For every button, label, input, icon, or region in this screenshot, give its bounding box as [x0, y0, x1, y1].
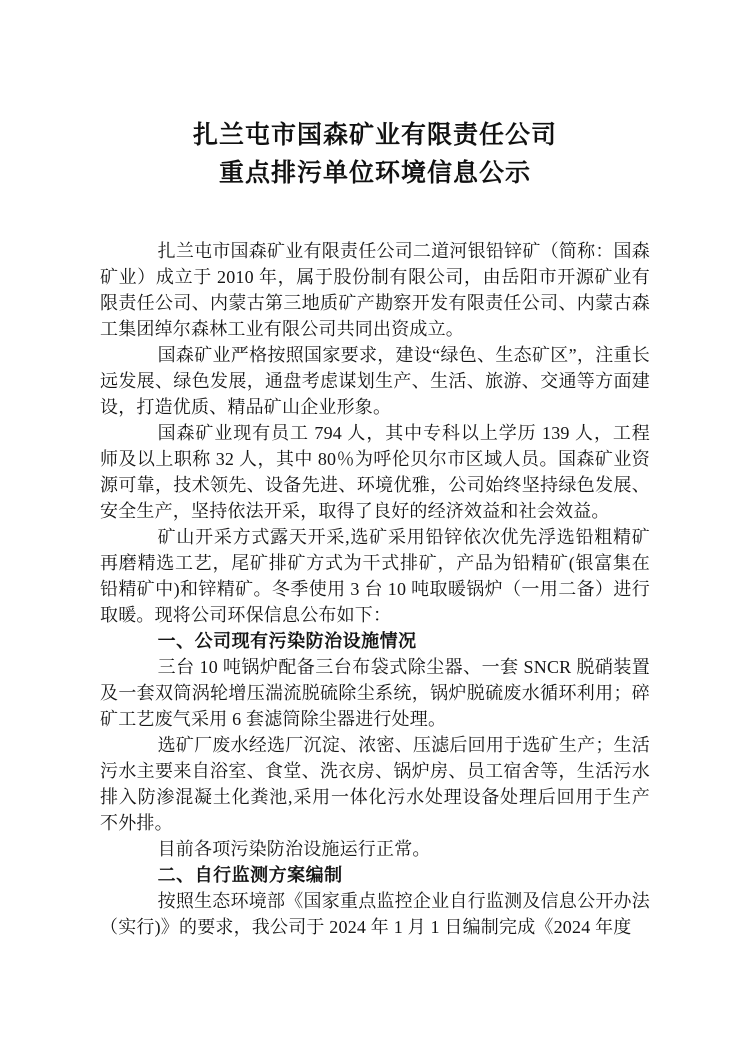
document-title-line-2: 重点排污单位环境信息公示	[218, 160, 531, 187]
section-heading-pollution-control: 一、公司现有污染防治设施情况	[157, 631, 417, 651]
document-body	[100, 238, 650, 940]
document-title-line-1: 扎兰屯市国森矿业有限责任公司	[192, 122, 557, 149]
paragraph-staff: 国森矿业现有员工 794 人，其中专科以上学历 139 人，工程师及以上职称 32 人，其中 80％为呼伦贝尔市区域人员。国森矿业资源可靠，技术领先、设备先进、环境优雅，公司始终坚持绿色发展、安全生产，坚持依法开采，取得了良好的经济效益和社会效益。	[100, 423, 650, 521]
document-title	[100, 117, 650, 193]
paragraph-company-intro: 扎兰屯市国森矿业有限责任公司二道河银铅锌矿（简称：国森矿业）成立于 2010 年，属于股份制有限公司，由岳阳市开源矿业有限责任公司、内蒙古第三地质矿产勘察开发有限责任公司、内蒙古森工集团绰尔森林工业有限公司共同出资成立。	[100, 241, 650, 339]
paragraph-mining-method: 矿山开采方式露天开采,选矿采用铅锌依次优先浮选铅粗精矿再磨精选工艺，尾矿排矿方式为干式排矿，产品为铅精矿(银富集在铅精矿中)和锌精矿。冬季使用 3 台 10 吨取暖锅炉（一用二备）进行取暖。现将公司环保信息公布如下：	[100, 527, 650, 625]
section-heading-self-monitoring: 二、自行监测方案编制	[157, 865, 343, 885]
paragraph-wastewater: 选矿厂废水经选厂沉淀、浓密、压滤后回用于选矿生产；生活污水主要来自浴室、食堂、洗衣房、锅炉房、员工宿舍等，生活污水排入防渗混凝土化粪池,采用一体化污水处理设备处理后回用于生产不外排。	[100, 735, 650, 833]
paragraph-facilities-status: 目前各项污染防治设施运行正常。	[157, 839, 431, 859]
paragraph-monitoring-plan: 按照生态环境部《国家重点监控企业自行监测及信息公开办法（实行)》的要求，我公司于 2024 年 1 月 1 日编制完成《2024 年度	[100, 891, 650, 937]
paragraph-boiler-equipment: 三台 10 吨锅炉配备三台布袋式除尘器、一套 SNCR 脱硝装置及一套双筒涡轮增压湍流脱硫除尘系统，锅炉脱硫废水循环利用；碎矿工艺废气采用 6 套滤筒除尘器进行处理。	[100, 657, 650, 729]
document-content	[100, 117, 650, 940]
paragraph-green-mine: 国森矿业严格按照国家要求，建设“绿色、生态矿区”，注重长远发展、绿色发展，通盘考虑谋划生产、生活、旅游、交通等方面建设，打造优质、精品矿山企业形象。	[100, 345, 650, 417]
